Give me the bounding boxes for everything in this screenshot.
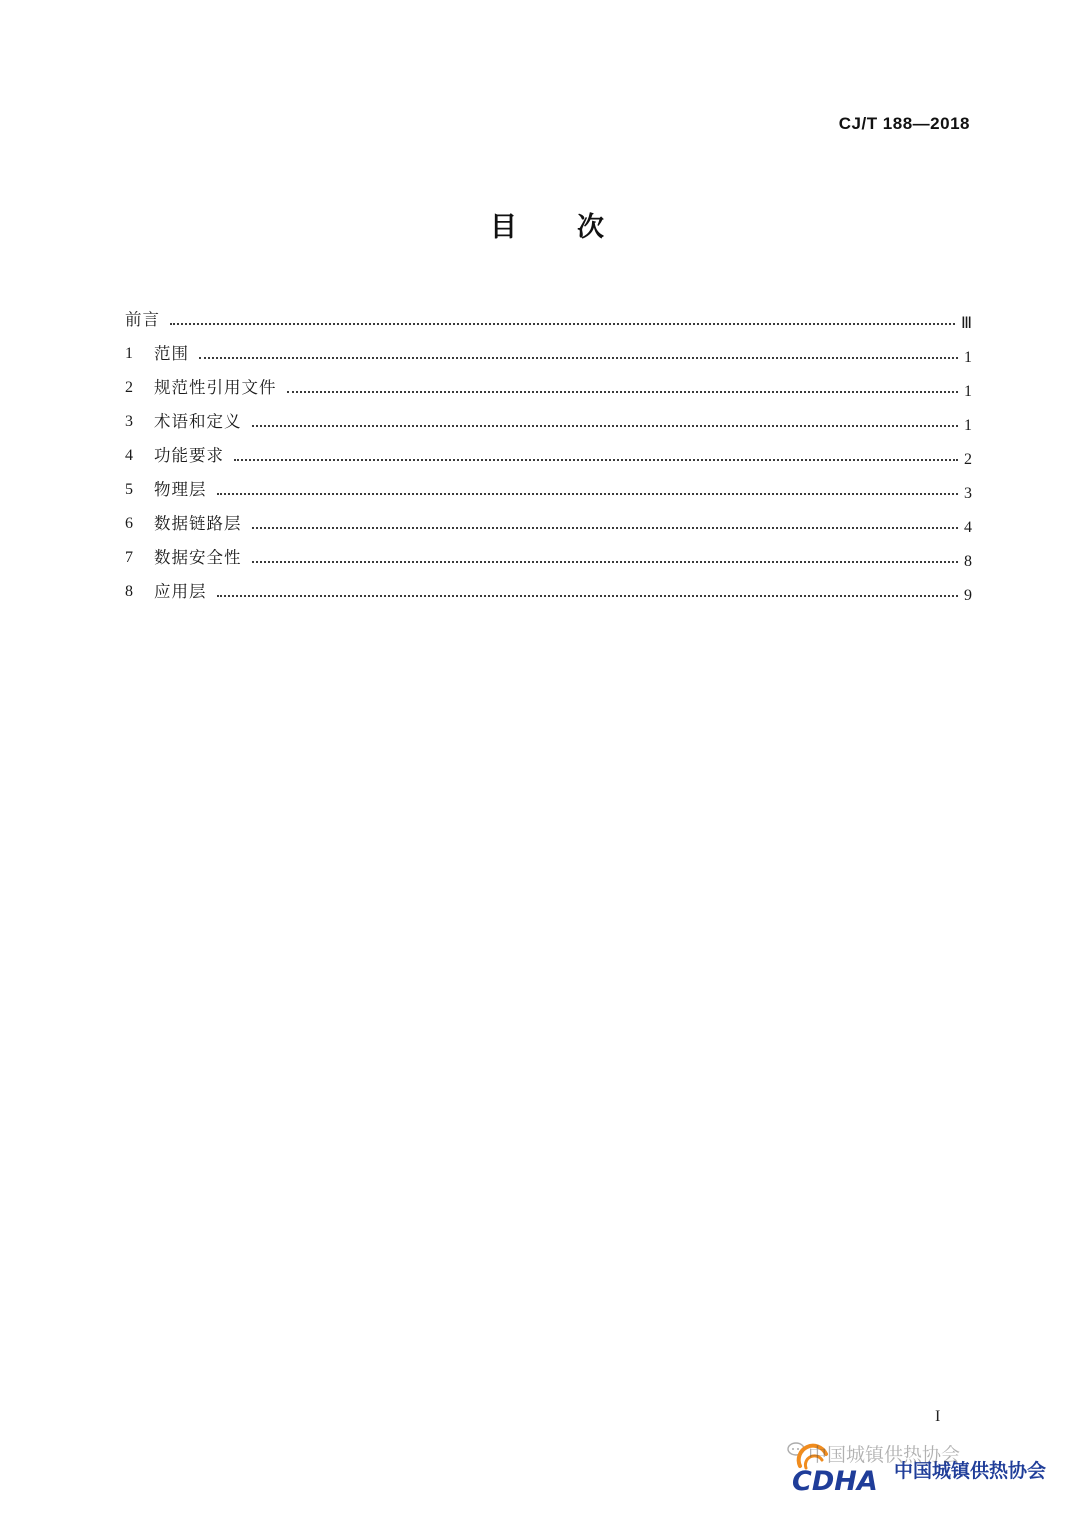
toc-entry-1[interactable] — [125, 330, 972, 364]
toc-entry-7[interactable] — [125, 534, 972, 568]
toc-entry-label: 术语和定义 — [154, 412, 242, 431]
toc-entry-4[interactable] — [125, 432, 972, 466]
toc-leader-dots — [217, 493, 959, 495]
toc-entry-number: 7 — [125, 549, 133, 566]
toc-entry-label: 规范性引用文件 — [154, 378, 277, 397]
toc-entry-number: 6 — [125, 515, 133, 532]
toc-entry-page: 3 — [964, 485, 972, 502]
org-name: 中国城镇供热协会 — [894, 1460, 1047, 1482]
toc-entry-page: 1 — [964, 349, 972, 366]
toc-leader-dots — [199, 357, 958, 359]
toc-entry-8[interactable] — [125, 568, 972, 602]
toc-entry-label: 数据安全性 — [154, 548, 242, 567]
table-of-contents — [125, 296, 972, 602]
toc-title — [0, 205, 1080, 244]
toc-entry-number: 4 — [125, 447, 133, 464]
toc-title-char-2: 次 — [577, 212, 606, 243]
toc-leader-dots — [252, 425, 959, 427]
toc-entry-foreword[interactable] — [125, 296, 972, 330]
toc-entry-label: 数据链路层 — [154, 514, 242, 533]
standard-code: CJ/T 188—2018 — [838, 114, 970, 133]
toc-entry-6[interactable] — [125, 500, 972, 534]
toc-entry-page: 4 — [964, 519, 972, 536]
toc-leader-dots — [234, 459, 958, 461]
toc-leader-dots — [170, 323, 955, 325]
toc-entry-label: 功能要求 — [154, 446, 224, 465]
toc-entry-page: 2 — [964, 451, 972, 468]
toc-entry-page: 9 — [964, 587, 972, 604]
watermark — [786, 1440, 1066, 1500]
toc-entry-3[interactable] — [125, 398, 972, 432]
toc-title-char-1: 目 — [490, 212, 519, 243]
toc-entry-number: 8 — [125, 583, 133, 600]
toc-entry-label: 物理层 — [154, 480, 207, 499]
svg-text:CDHA: CDHA — [792, 1466, 878, 1494]
page-number: I — [935, 1408, 941, 1425]
toc-leader-dots — [287, 391, 959, 393]
toc-entry-5[interactable] — [125, 466, 972, 500]
watermark-overlay-text: 中国城镇供热协会 — [808, 1444, 961, 1466]
toc-entry-number: 1 — [125, 345, 133, 362]
toc-entry-label: 前言 — [125, 310, 160, 329]
toc-leader-dots — [252, 561, 959, 563]
toc-entry-page: 1 — [964, 383, 972, 400]
toc-entry-page: 1 — [964, 417, 972, 434]
toc-entry-page: 8 — [964, 553, 972, 570]
toc-entry-label: 应用层 — [154, 582, 207, 601]
toc-entry-number: 2 — [125, 379, 133, 396]
toc-entry-number: 3 — [125, 413, 133, 430]
toc-entry-2[interactable] — [125, 364, 972, 398]
toc-leader-dots — [217, 595, 959, 597]
toc-entry-label: 范围 — [154, 344, 189, 363]
toc-leader-dots — [252, 527, 959, 529]
toc-entry-page: Ⅲ — [960, 315, 972, 332]
toc-entry-number: 5 — [125, 481, 133, 498]
